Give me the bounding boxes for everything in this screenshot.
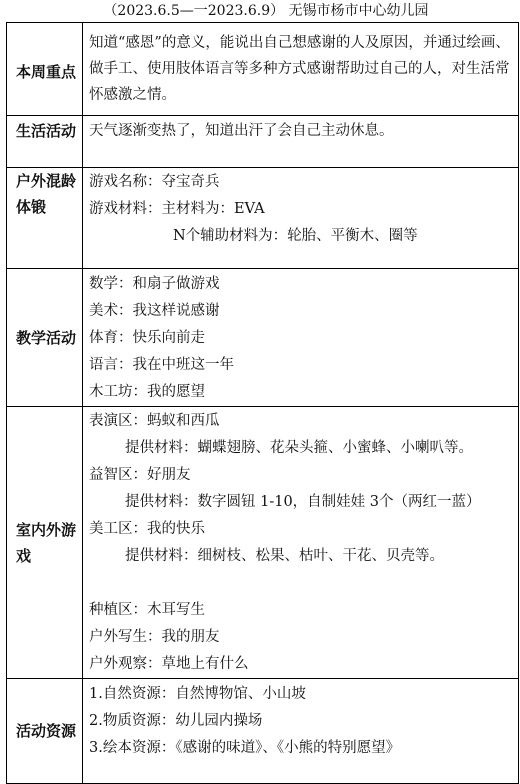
weekly-focus-cell [83, 23, 519, 116]
row-teaching-activities [7, 269, 519, 407]
resource-item: 3.绘本资源：《感谢的味道》、《小熊的特别愿望》 [89, 740, 401, 756]
outdoor-mixed-age-label: 户外混龄体锻 [7, 168, 83, 269]
teaching-activities-label: 教学活动 [7, 269, 83, 407]
outdoor-game-material: 游戏材料：主材料为：EVA [89, 201, 265, 217]
teaching-item: 体育：快乐向前走 [89, 330, 205, 346]
row-outdoor-mixed-age [7, 168, 519, 269]
row-life-activities [7, 116, 519, 168]
life-activities-text: 天气逐渐变热了，知道出汗了会自己主动休息。 [89, 123, 394, 139]
resource-item: 1.自然资源：自然博物馆、小山坡 [89, 686, 306, 702]
game-area-title: 户外写生：我的朋友 [89, 629, 220, 645]
row-activity-resources [7, 679, 519, 784]
teaching-activities-cell [83, 269, 519, 407]
outdoor-aux-material: N个辅助材料为：轮胎、平衡木、圈等 [173, 228, 418, 244]
teaching-item: 数学：和扇子做游戏 [89, 276, 220, 292]
game-area-title: 美工区：我的快乐 [89, 521, 205, 537]
life-activities-cell [83, 116, 519, 168]
activity-resources-cell [83, 679, 519, 784]
resource-item: 2.物质资源：幼儿园内操场 [89, 713, 263, 729]
weekly-focus-text: 知道“感恩”的意义，能说出自己想感谢的人及原因，并通过绘画、做手工、使用肢体语言等多种方式感谢帮助过自己的人，对生活常怀感激之情。 [89, 35, 510, 103]
game-area-materials: 提供材料：蝴蝶翅膀、花朵头箍、小蜜蜂、小喇叭等。 [125, 440, 473, 456]
indoor-outdoor-games-cell [83, 407, 519, 679]
game-area-title: 表演区：蚂蚁和西瓜 [89, 413, 220, 429]
outdoor-game-name: 游戏名称：夺宝奇兵 [89, 174, 220, 190]
indoor-outdoor-games-label: 室内外游戏 [7, 407, 83, 679]
weekly-plan-table [6, 22, 519, 784]
teaching-item: 语言：我在中班这一年 [89, 357, 234, 373]
game-area-title: 户外观察：草地上有什么 [89, 656, 249, 672]
blank-line [89, 570, 514, 597]
weekly-focus-label: 本周重点 [7, 23, 83, 116]
game-area-materials: 提供材料：数字圆钮 1-10，自制娃娃 3个（两红一蓝） [125, 494, 481, 510]
game-area-title: 益智区：好朋友 [89, 467, 191, 483]
row-weekly-focus [7, 23, 519, 116]
teaching-item: 美术：我这样说感谢 [89, 303, 220, 319]
row-indoor-outdoor-games [7, 407, 519, 679]
life-activities-label: 生活活动 [7, 116, 83, 168]
teaching-item: 木工坊：我的愿望 [89, 384, 205, 400]
document-header: （2023.6.5—一2023.6.9） 无锡市杨市中心幼儿园 [103, 3, 429, 19]
outdoor-mixed-age-cell [83, 168, 519, 269]
game-area-title: 种植区：木耳写生 [89, 602, 205, 618]
activity-resources-label: 活动资源 [7, 679, 83, 784]
game-area-materials: 提供材料：细树枝、松果、枯叶、干花、贝壳等。 [125, 548, 444, 564]
